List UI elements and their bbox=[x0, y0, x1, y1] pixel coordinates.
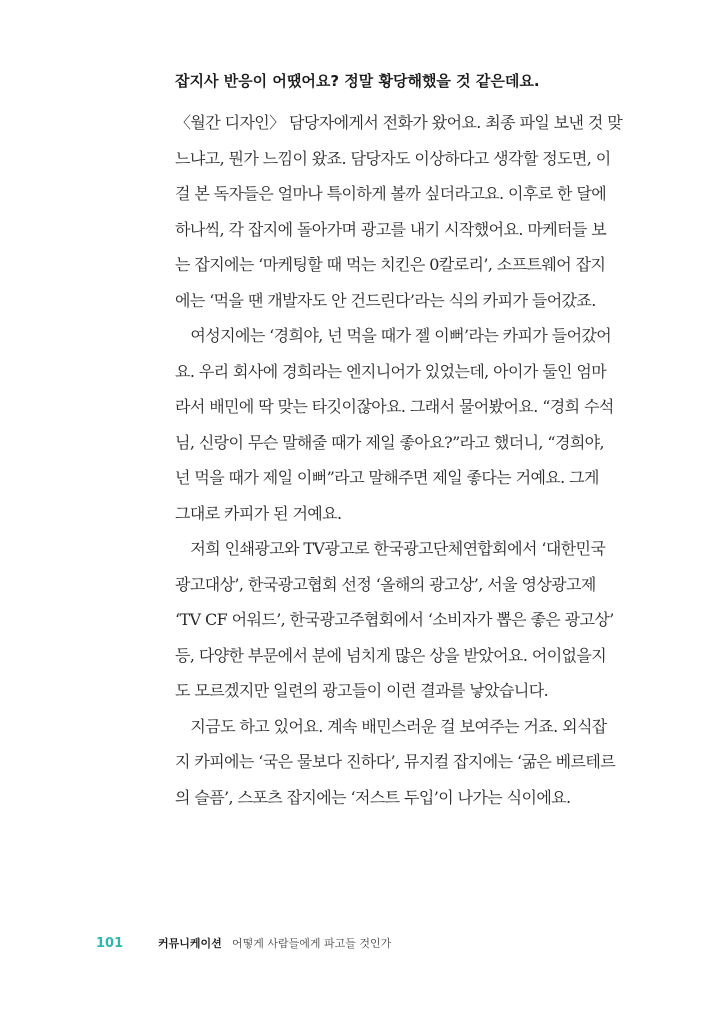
book-subtitle: 어떻게 사람들에게 파고들 것인가 bbox=[232, 937, 392, 950]
text-line: 저희 인쇄광고와 TV광고로 한국광고단체연합회에서 ‘대한민국 bbox=[175, 539, 606, 558]
text-line: 등, 다양한 부문에서 분에 넘치게 많은 상을 받았어요. 어이없을지 bbox=[175, 645, 607, 665]
text-line: 지 카피에는 ‘국은 물보다 진하다’, 뮤지컬 잡지에는 ‘굶은 베르테르 bbox=[175, 752, 616, 771]
text-line: 여성지에는 ‘경희야, 넌 먹을 때가 젤 이뻐’라는 카피가 들어갔어 bbox=[175, 326, 612, 345]
text-line: 넌 먹을 때가 제일 이뻐”라고 말해주면 제일 좋다는 거예요. 그게 bbox=[175, 468, 599, 487]
text-line: 님, 신랑이 무슨 말해줄 때가 제일 좋아요?”라고 했더니, “경희야, bbox=[175, 432, 605, 452]
text-line: 라서 배민에 딱 맞는 타깃이잖아요. 그래서 물어봤어요. “경희 수석 bbox=[175, 397, 614, 416]
text-line: 는 잡지에는 ‘마케팅할 때 먹는 치킨은 0칼로리’, 소프트웨어 잡지 bbox=[175, 255, 606, 274]
text-line: 요. 우리 회사에 경희라는 엔지니어가 있었는데, 아이가 둘인 엄마 bbox=[175, 361, 607, 381]
text-line: 지금도 하고 있어요. 계속 배민스러운 걸 보여주는 거죠. 외식잡 bbox=[175, 716, 607, 736]
text-line: 광고대상’, 한국광고협회 선정 ‘올해의 광고상’, 서울 영상광고제 bbox=[175, 574, 596, 594]
text-line: 의 슬픔’, 스포츠 잡지에는 ‘저스트 두입’이 나가는 식이에요. bbox=[175, 787, 571, 807]
book-title: 커뮤니케이션 bbox=[158, 937, 222, 950]
text-line: 그대로 카피가 된 거예요. bbox=[175, 503, 342, 523]
answer-body bbox=[175, 105, 645, 815]
text-line: 느냐고, 뭔가 느낌이 왔죠. 담당자도 이상하다고 생각할 정도면, 이 bbox=[175, 148, 611, 168]
text-line: ‘TV CF 어워드’, 한국광고주협회에서 ‘소비자가 뽑은 좋은 광고상’ bbox=[175, 610, 614, 629]
text-line: 하나씩, 각 잡지에 돌아가며 광고를 내기 시작했어요. 마케터들 보 bbox=[175, 219, 607, 239]
page-number: 101 bbox=[96, 936, 124, 951]
text-line: 걸 본 독자들은 얼마나 특이하게 볼까 싶더라고요. 이후로 한 달에 bbox=[175, 184, 607, 203]
text-line: 〈월간 디자인〉 담당자에게서 전화가 왔어요. 최종 파일 보낸 것 맞 bbox=[175, 113, 623, 132]
text-line: 에는 ‘먹을 땐 개발자도 안 건드린다’라는 식의 카피가 들어갔죠. bbox=[175, 290, 596, 310]
text-line: 도 모르겠지만 일련의 광고들이 이런 결과를 낳았습니다. bbox=[175, 681, 549, 700]
interview-question: 잡지사 반응이 어땠어요? 정말 황당해했을 것 같은데요. bbox=[175, 72, 540, 90]
